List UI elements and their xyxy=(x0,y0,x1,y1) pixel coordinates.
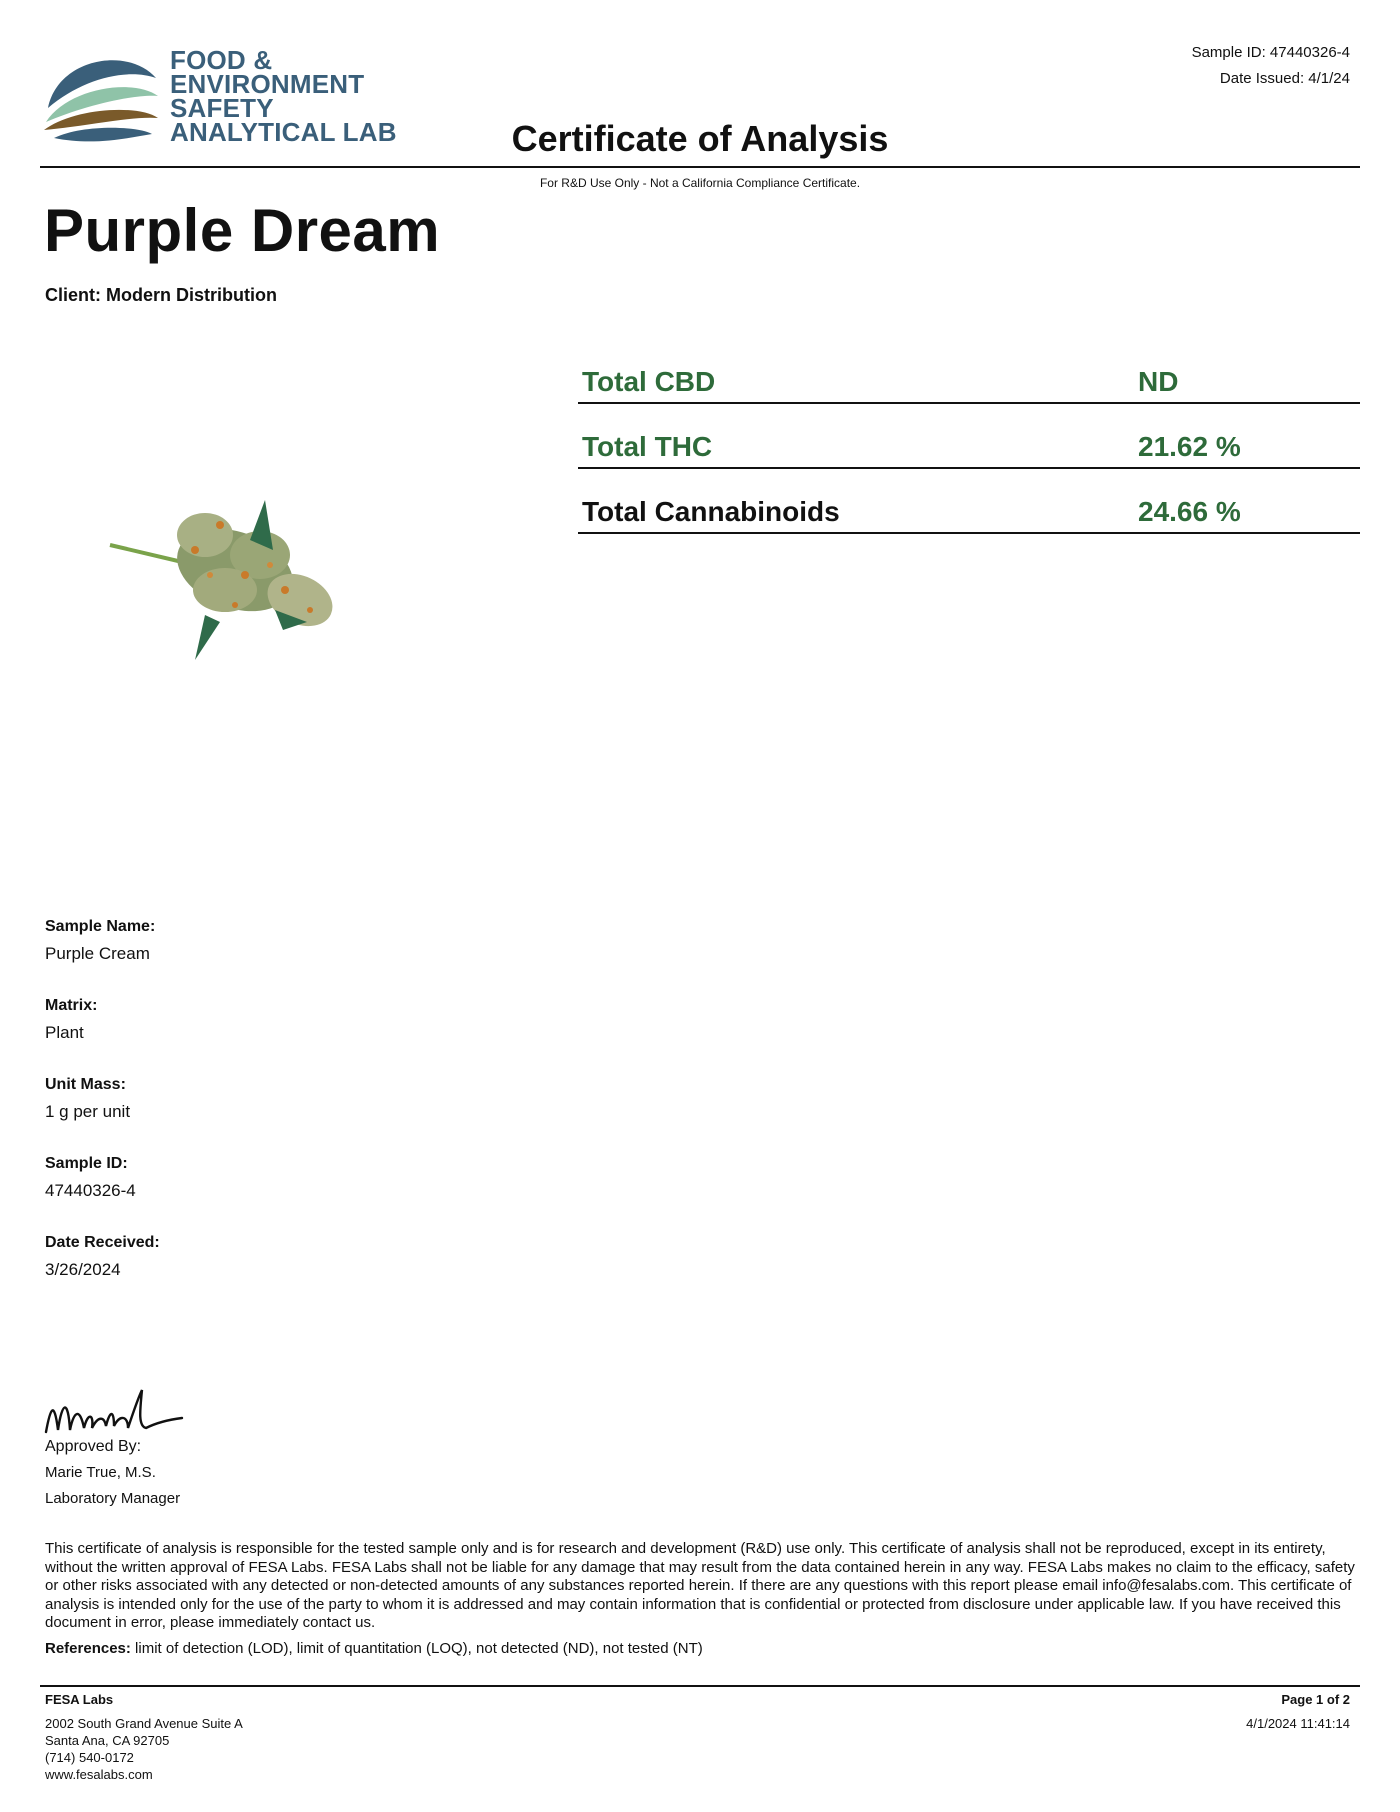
footer-divider xyxy=(40,1685,1360,1687)
logo-line: ENVIRONMENT xyxy=(170,69,365,99)
detail-label: Sample Name: xyxy=(45,918,156,935)
summary-row-total-cannabinoids xyxy=(578,470,1360,534)
footer-phone: (714) 540-0172 xyxy=(45,1750,134,1765)
header-date-issued: Date Issued: 4/1/24 xyxy=(1219,70,1350,87)
summary-row-total-cbd xyxy=(578,340,1360,404)
footer-website-link[interactable]: www.fesalabs.com xyxy=(45,1767,153,1782)
cannabis-bud-image xyxy=(45,360,435,880)
summary-label: Total THC xyxy=(582,431,713,462)
document-title: Certificate of Analysis xyxy=(511,118,889,159)
detail-value: 47440326-4 xyxy=(45,1181,136,1200)
footer-lab-name: FESA Labs xyxy=(45,1692,114,1707)
references-text: limit of detection (LOD), limit of quantitation (LOQ), not detected (ND), not tested (NT) xyxy=(130,1640,703,1657)
approved-by-label: Approved By: xyxy=(45,1438,142,1455)
detail-value: 1 g per unit xyxy=(45,1102,131,1121)
detail-label: Sample ID: xyxy=(45,1155,128,1172)
detail-value: Purple Cream xyxy=(45,944,150,963)
signature-icon xyxy=(42,1380,212,1442)
summary-value: ND xyxy=(1138,366,1179,397)
footer-address-line: Santa Ana, CA 92705 xyxy=(45,1733,170,1748)
summary-value: 24.66 % xyxy=(1138,496,1241,527)
logo-line: SAFETY xyxy=(170,93,274,123)
detail-value: 3/26/2024 xyxy=(45,1260,121,1279)
references-label: References: xyxy=(45,1640,131,1657)
summary-label: Total Cannabinoids xyxy=(582,496,840,527)
disclaimer-text: This certificate of analysis is responsible for the tested sample only and is for research and development (R&D) use only. This certificate of analysis shall not be reproduced, except in its entirety, without the written approval of FESA Labs. FESA Labs shall not be liable for any damage that may result from the data contained herein in any way. FESA Labs makes no claim to the efficacy, safety or other risks associated with any detected or non-detected amounts of any substances reported herein. If there are any questions with this report please email info@fesalabs.com. This certificate of analysis is intended only for the use of the party to whom it is addressed and may contain information that is confidential or protected from disclosure under applicable law. If you have received this document in error, please immediately contact us. xyxy=(45,1540,1355,1631)
header-sample-id: Sample ID: 47440326-4 xyxy=(1191,44,1350,61)
page-number: Page 1 of 2 xyxy=(1281,1692,1350,1707)
header-divider xyxy=(40,166,1360,168)
detail-label: Unit Mass: xyxy=(45,1076,126,1093)
rnd-use-note: For R&D Use Only - Not a California Compliance Certificate. xyxy=(539,176,861,190)
logo-line: ANALYTICAL LAB xyxy=(170,117,397,147)
references-line xyxy=(45,1640,703,1657)
footer-timestamp: 4/1/2024 11:41:14 xyxy=(1246,1716,1350,1731)
approver-name: Marie True, M.S. xyxy=(45,1464,156,1481)
summary-label: Total CBD xyxy=(582,366,716,397)
summary-row-total-thc xyxy=(578,405,1360,469)
approver-title: Laboratory Manager xyxy=(45,1490,181,1507)
client-name: Client: Modern Distribution xyxy=(45,285,277,305)
detail-label: Date Received: xyxy=(45,1234,160,1251)
product-name: Purple Dream xyxy=(44,197,441,264)
summary-value: 21.62 % xyxy=(1138,431,1241,462)
detail-value: Plant xyxy=(45,1023,84,1042)
detail-label: Matrix: xyxy=(45,997,98,1014)
logo-line: FOOD & xyxy=(170,45,273,75)
footer-address-line: 2002 South Grand Avenue Suite A xyxy=(45,1716,243,1731)
